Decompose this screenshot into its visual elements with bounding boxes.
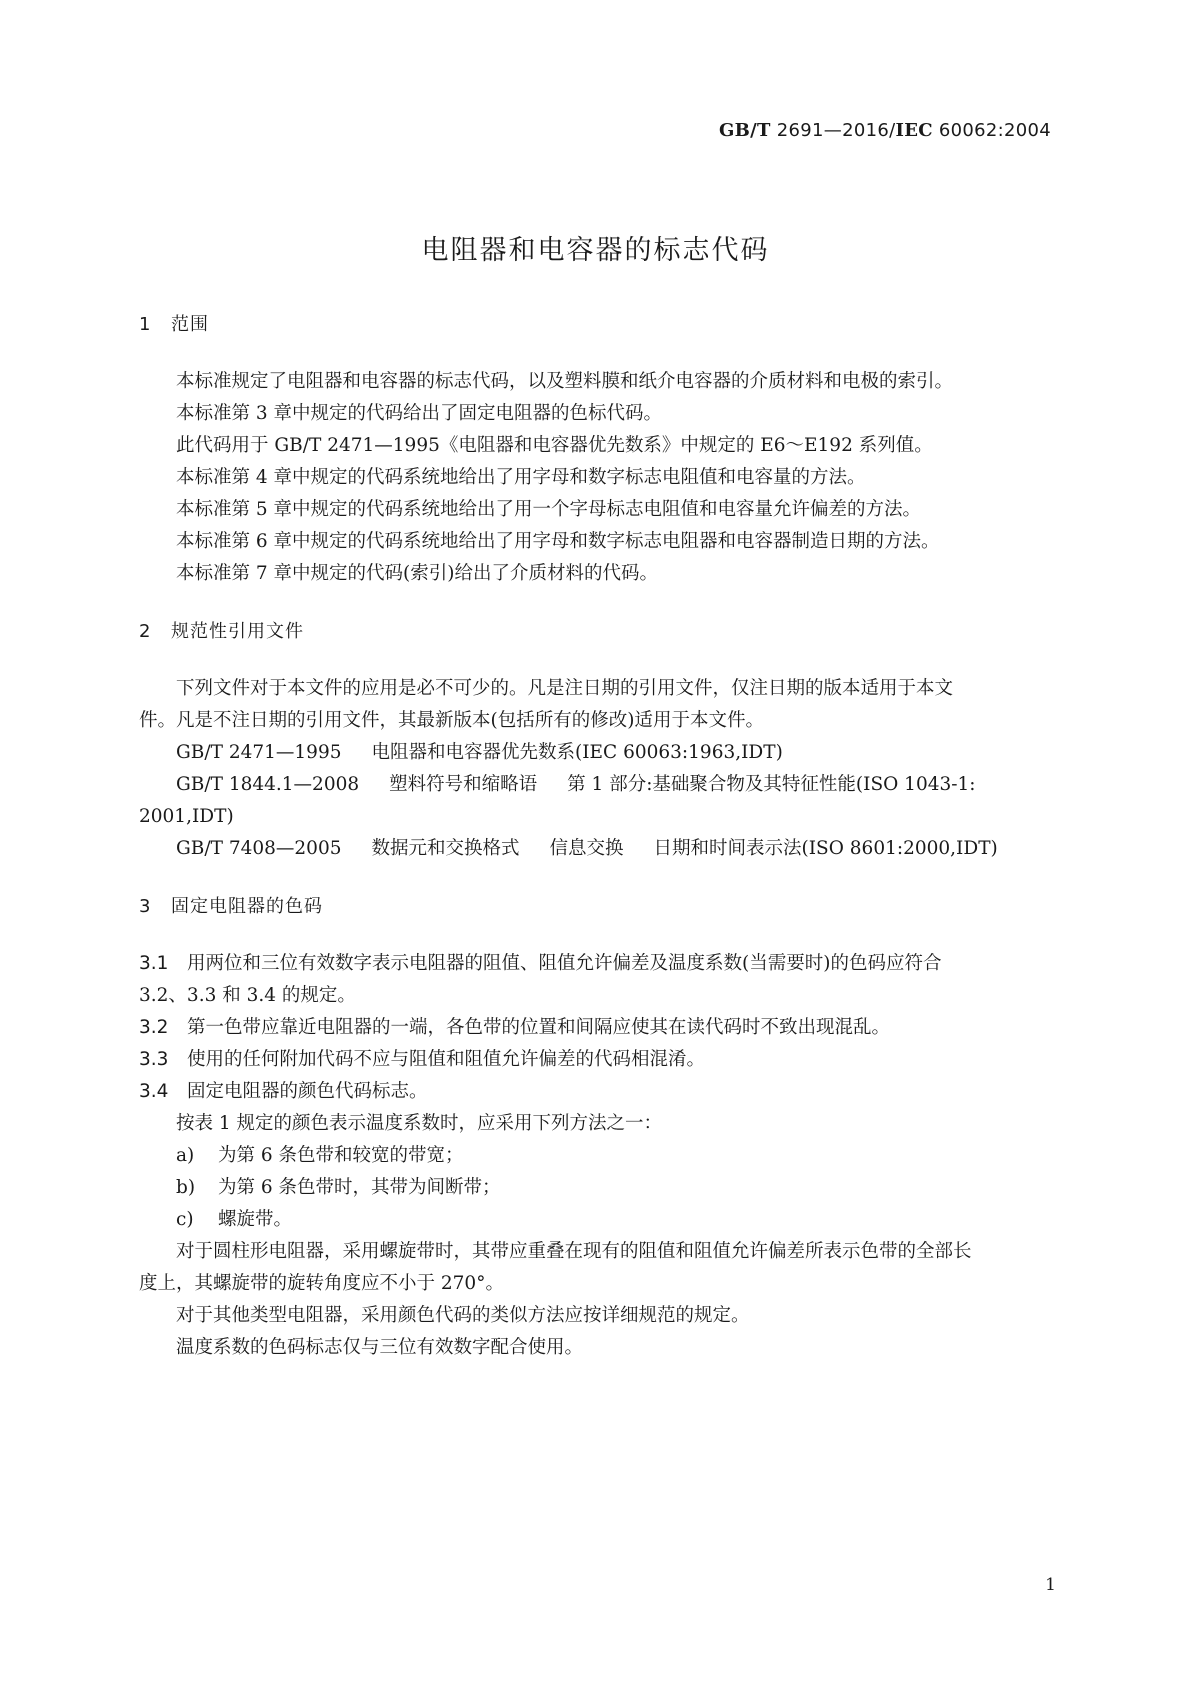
list-item: [176, 1176, 501, 1200]
header-gbt: GB/T: [718, 120, 771, 141]
section-heading-color-code: [139, 895, 323, 919]
reference-code: GB/T 7408—2005: [176, 838, 342, 859]
reference-title-part: 日期和时间表示法(ISO 8601:2000,IDT): [653, 838, 998, 859]
reference-title: 数据元和交换格式: [371, 838, 520, 859]
list-marker: b): [176, 1177, 196, 1198]
paragraph: 此代码用于 GB/T 2471—1995《电阻器和电容器优先数系》中规定的 E6～E192 系列值。: [176, 435, 933, 456]
list-text: 螺旋带。: [218, 1209, 293, 1230]
reference-title-part: 第 1 部分:基础聚合物及其特征性能(ISO 1043-1:: [567, 774, 976, 795]
section-number: 3: [139, 896, 152, 917]
reference-continuation: 2001,IDT): [139, 806, 234, 827]
clause-number: 3.4: [139, 1081, 169, 1102]
paragraph-continuation: 件。凡是不注日期的引用文件，其最新版本(包括所有的修改)适用于本文件。: [139, 710, 764, 731]
clause-text: 使用的任何附加代码不应与阻值和阻值允许偏差的代码相混淆。: [187, 1049, 706, 1070]
reference-entry: [176, 773, 976, 797]
section-title: 规范性引用文件: [171, 621, 304, 642]
clause-3-1: [139, 952, 941, 976]
reference-entry: [176, 837, 998, 861]
section-number: 2: [139, 621, 152, 642]
clause-3-3: [139, 1048, 705, 1072]
reference-code: GB/T 2471—1995: [176, 742, 342, 763]
clause-number: 3.2: [139, 1017, 169, 1038]
clause-text: 用两位和三位有效数字表示电阻器的阻值、阻值允许偏差及温度系数(当需要时)的色码应符合: [187, 953, 942, 974]
clause-number: 3.3: [139, 1049, 169, 1070]
list-marker: a): [176, 1145, 195, 1166]
reference-entry: [176, 741, 783, 765]
paragraph: 温度系数的色码标志仅与三位有效数字配合使用。: [176, 1337, 584, 1358]
paragraph-continuation: 度上，其螺旋带的旋转角度应不小于 270°。: [139, 1273, 504, 1294]
header-iec: IEC: [895, 120, 933, 141]
standard-number-header: [719, 120, 1051, 141]
section-heading-normative-references: [139, 620, 304, 644]
document-title: 电阻器和电容器的标志代码: [421, 235, 770, 266]
header-iec-number: 60062:2004: [932, 120, 1051, 141]
section-heading-scope: [139, 313, 209, 337]
list-item: [176, 1144, 464, 1168]
clause-number: 3.1: [139, 953, 169, 974]
list-item: [176, 1208, 292, 1232]
paragraph: 本标准第 6 章中规定的代码系统地给出了用字母和数字标志电阻器和电容器制造日期的方法。: [176, 531, 940, 552]
list-text: 为第 6 条色带时，其带为间断带；: [218, 1177, 501, 1198]
clause-text: 固定电阻器的颜色代码标志。: [187, 1081, 428, 1102]
section-title: 范围: [171, 314, 209, 335]
paragraph: 本标准第 4 章中规定的代码系统地给出了用字母和数字标志电阻值和电容量的方法。: [176, 467, 866, 488]
header-gbt-number: 2691—2016/: [770, 120, 896, 141]
paragraph: 本标准规定了电阻器和电容器的标志代码，以及塑料膜和纸介电容器的介质材料和电极的索引。: [176, 371, 954, 392]
clause-3-2: [139, 1016, 890, 1040]
reference-title: 塑料符号和缩略语: [389, 774, 538, 795]
paragraph: 本标准第 7 章中规定的代码(索引)给出了介质材料的代码。: [176, 563, 658, 584]
page-number: 1: [1045, 1575, 1056, 1595]
paragraph: 下列文件对于本文件的应用是必不可少的。凡是注日期的引用文件，仅注日期的版本适用于本文: [176, 678, 954, 699]
reference-title-part: 信息交换: [549, 838, 624, 859]
clause-3-1-continuation: 3.2、3.3 和 3.4 的规定。: [139, 985, 356, 1006]
paragraph: 本标准第 3 章中规定的代码给出了固定电阻器的色标代码。: [176, 403, 663, 424]
section-title: 固定电阻器的色码: [171, 896, 323, 917]
clause-text: 第一色带应靠近电阻器的一端，各色带的位置和间隔应使其在读代码时不致出现混乱。: [187, 1017, 891, 1038]
section-number: 1: [139, 314, 152, 335]
paragraph: 按表 1 规定的颜色表示温度系数时，应采用下列方法之一：: [176, 1113, 663, 1134]
reference-code: GB/T 1844.1—2008: [176, 774, 360, 795]
paragraph: 对于其他类型电阻器，采用颜色代码的类似方法应按详细规范的规定。: [176, 1305, 750, 1326]
list-marker: c): [176, 1209, 194, 1230]
reference-title: 电阻器和电容器优先数系(IEC 60063:1963,IDT): [371, 742, 783, 763]
paragraph: 本标准第 5 章中规定的代码系统地给出了用一个字母标志电阻值和电容量允许偏差的方法。: [176, 499, 922, 520]
paragraph: 对于圆柱形电阻器，采用螺旋带时，其带应重叠在现有的阻值和阻值允许偏差所表示色带的全部长: [176, 1241, 972, 1262]
list-text: 为第 6 条色带和较宽的带宽；: [218, 1145, 464, 1166]
clause-3-4: [139, 1080, 428, 1104]
